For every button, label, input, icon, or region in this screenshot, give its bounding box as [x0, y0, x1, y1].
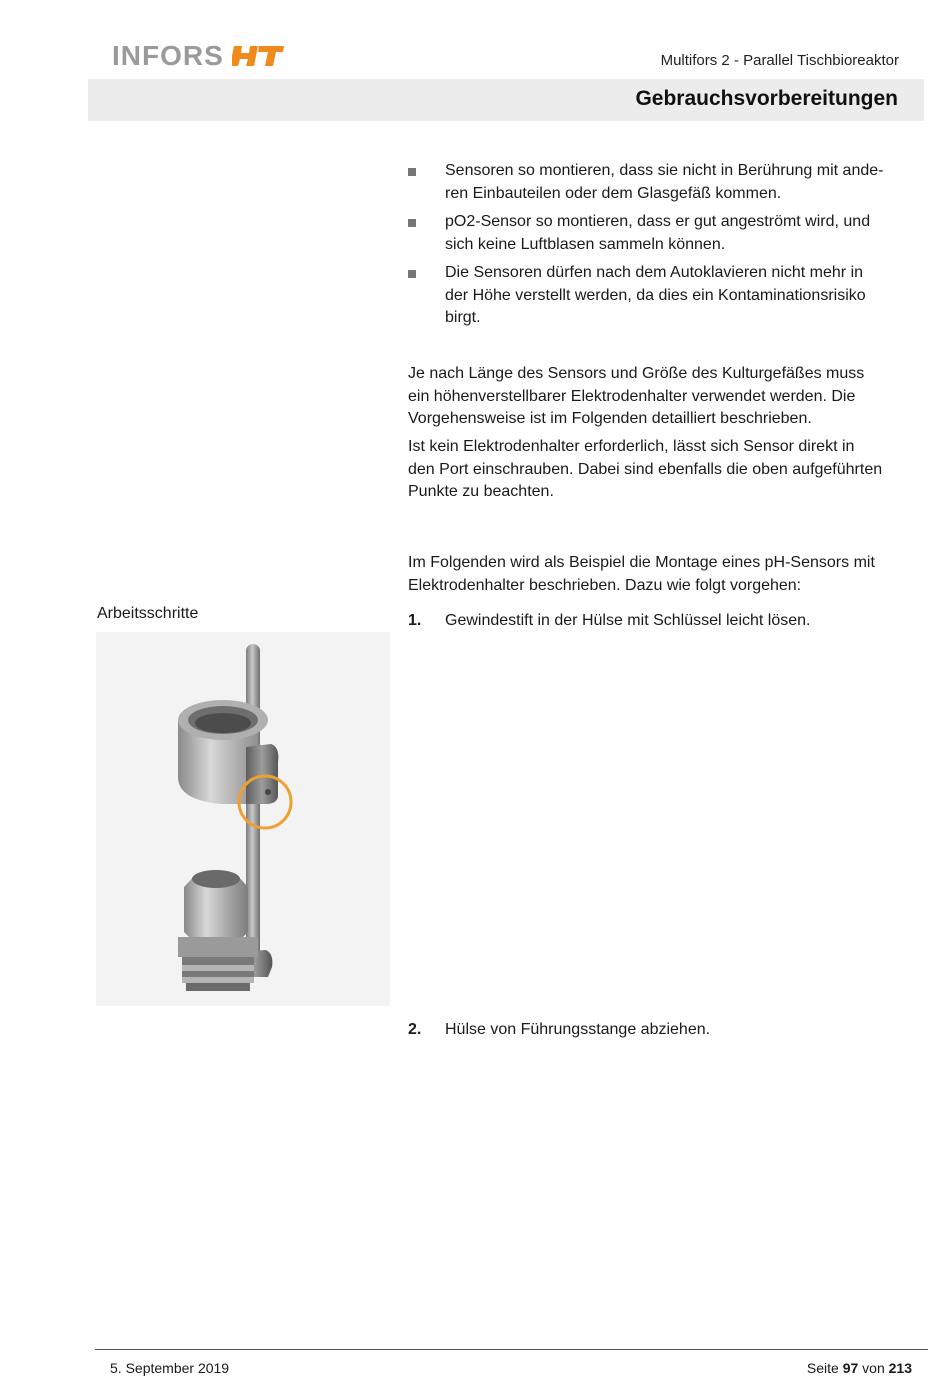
ht-logo-mark	[232, 44, 284, 68]
paragraph-example-intro: Im Folgenden wird als Beispiel die Montage eines pH-Sensors mit Elektrodenhalter beschrieben. Dazu wie folgt vorgehen:	[408, 554, 875, 594]
work-steps-label: Arbeitsschritte	[97, 605, 199, 622]
electrode-holder-drawing	[96, 632, 390, 1006]
step-number: 2.	[408, 1021, 422, 1038]
square-bullet-icon	[408, 270, 416, 278]
bullet-list	[408, 160, 928, 336]
paragraph-electrode-holder: Je nach Länge des Sensors und Größe des Kulturgefäßes muss ein höhenverstellbarer Elektrodenhalter verwendet werden. Die Vorgehensweise ist im Folgenden detailliert beschrieben.	[408, 365, 865, 427]
electrode-holder-illustration	[96, 632, 390, 1006]
square-bullet-icon	[408, 219, 416, 227]
footer-divider	[95, 1349, 928, 1350]
list-item: pO2-Sensor so montieren, dass er gut angeströmt wird, und sich keine Luftblasen sammeln können.	[408, 211, 928, 256]
step-number: 1.	[408, 612, 422, 629]
section-title: Gebrauchsvorbereitungen	[635, 87, 898, 110]
list-item: Die Sensoren dürfen nach dem Autoklavieren nicht mehr in der Höhe verstellt werden, da dies ein Kontaminationsrisiko birgt.	[408, 262, 928, 330]
footer-date: 5. September 2019	[110, 1360, 230, 1376]
step-text: Gewindestift in der Hülse mit Schlüssel leicht lösen.	[445, 612, 811, 629]
section-header-bar	[88, 79, 924, 121]
square-bullet-icon	[408, 168, 416, 176]
paragraph-no-holder: Ist kein Elektrodenhalter erforderlich, lässt sich Sensor direkt in den Port einschrauben. Dabei sind ebenfalls die oben aufgeführten Punkte zu beachten.	[408, 438, 883, 500]
infors-logo	[112, 40, 284, 72]
document-title: Multifors 2 - Parallel Tischbioreaktor	[660, 52, 899, 69]
step-text: Hülse von Führungsstange abziehen.	[445, 1021, 711, 1038]
page-number: Seite 97 von 213	[806, 1360, 912, 1376]
list-item: Sensoren so montieren, dass sie nicht in Berührung mit ande- ren Einbauteilen oder dem Glasgefäß kommen.	[408, 160, 928, 205]
logo-wordmark: INFORS	[112, 40, 224, 71]
